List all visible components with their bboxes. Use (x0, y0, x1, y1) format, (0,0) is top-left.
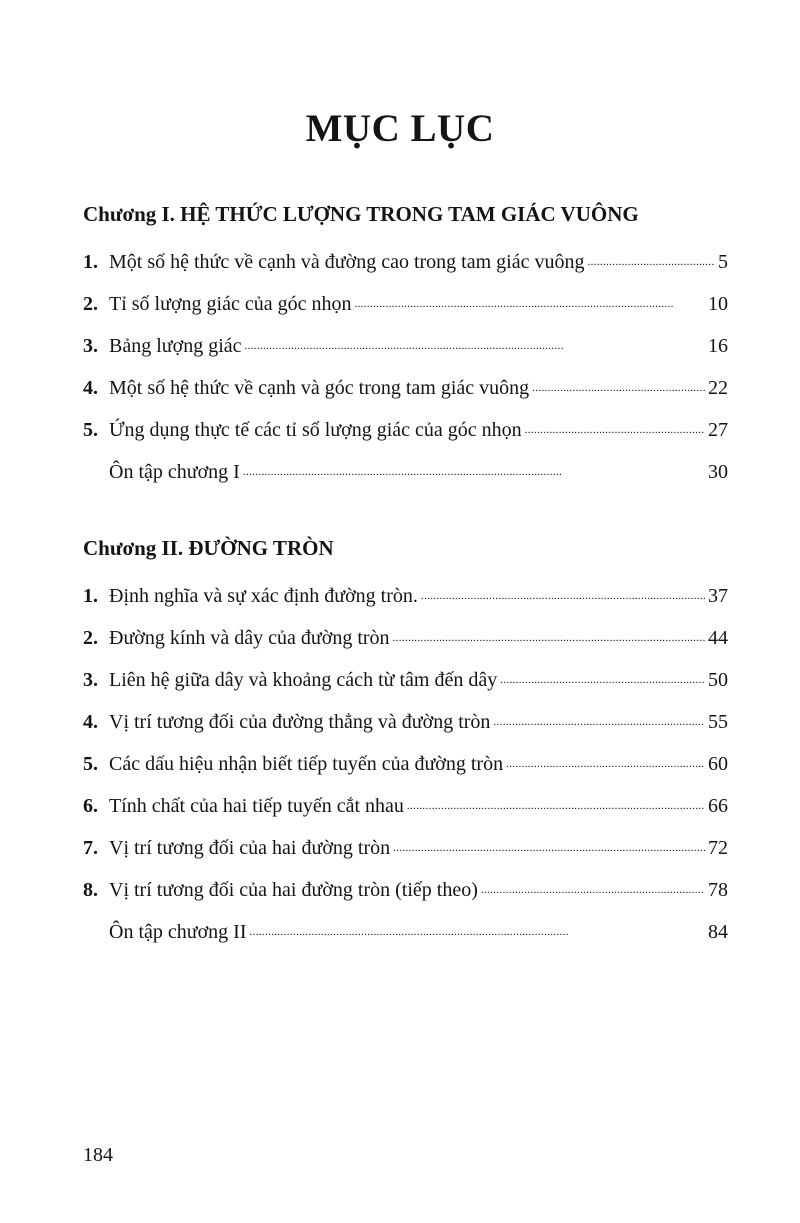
entry-title: Các dấu hiệu nhận biết tiếp tuyến của đường tròn (109, 753, 504, 775)
entry-page: 72 (708, 837, 728, 859)
toc-entry (83, 659, 728, 701)
toc-entry (83, 241, 728, 283)
dot-leader (421, 582, 705, 602)
entry-page: 27 (708, 419, 728, 441)
entry-title: Liên hệ giữa dây và khoảng cách từ tâm đến dây (109, 669, 498, 691)
chapter-heading: Chương II. ĐƯỜNG TRÒN (83, 536, 334, 560)
entry-number: 8. (83, 879, 98, 901)
entry-title: Ôn tập chương I (109, 461, 240, 483)
toc-entry (83, 701, 728, 743)
entry-page: 22 (708, 377, 728, 399)
toc-entry (83, 367, 728, 409)
toc-entry (83, 785, 728, 827)
entry-number: 5. (83, 419, 98, 441)
chapter-1 (83, 199, 728, 493)
entry-title: Ứng dụng thực tế các tỉ số lượng giác của góc nhọn (109, 419, 522, 441)
entry-title: Vị trí tương đối của hai đường tròn (tiếp theo) (109, 879, 478, 901)
entry-title: Ôn tập chương II (109, 921, 247, 943)
entry-number: 2. (83, 293, 98, 315)
dot-leader (506, 750, 705, 770)
dot-leader (393, 834, 705, 854)
entry-page: 55 (708, 711, 728, 733)
toc-entries (83, 575, 728, 953)
toc-entry (83, 743, 728, 785)
entry-title: Đường kính và dây của đường tròn (109, 627, 390, 649)
toc-entry (83, 409, 728, 451)
dot-leader (243, 458, 705, 478)
entry-number: 5. (83, 753, 98, 775)
toc-entries (83, 241, 728, 493)
entry-page: 78 (708, 879, 728, 901)
entry-title: Vị trí tương đối của hai đường tròn (109, 837, 391, 859)
toc-entry (83, 451, 728, 493)
page-title: MỤC LỤC (305, 107, 495, 150)
dot-leader (250, 918, 706, 938)
page-number: 184 (83, 1144, 113, 1166)
entry-title: Tính chất của hai tiếp tuyến cắt nhau (109, 795, 404, 817)
dot-leader (481, 876, 705, 896)
entry-title: Vị trí tương đối của đường thẳng và đường tròn (109, 711, 491, 733)
dot-leader (493, 708, 705, 728)
entry-title: Tỉ số lượng giác của góc nhọn (109, 293, 352, 315)
toc-entry (83, 617, 728, 659)
entry-page: 30 (708, 461, 728, 483)
entry-number: 3. (83, 335, 98, 357)
chapter-heading: Chương I. HỆ THỨC LƯỢNG TRONG TAM GIÁC VUÔNG (83, 202, 639, 226)
entry-number: 7. (83, 837, 98, 859)
entry-number: 1. (83, 251, 98, 273)
dot-leader (354, 290, 705, 310)
toc-entry (83, 283, 728, 325)
toc-entry (83, 827, 728, 869)
entry-page: 60 (708, 753, 728, 775)
toc-entry (83, 869, 728, 911)
entry-number: 4. (83, 711, 98, 733)
dot-leader (407, 792, 705, 812)
entry-number: 6. (83, 795, 98, 817)
dot-leader (245, 332, 706, 352)
dot-leader (500, 666, 705, 686)
entry-page: 37 (708, 585, 728, 607)
entry-page: 84 (708, 921, 728, 943)
entry-number: 1. (83, 585, 98, 607)
entry-number: 4. (83, 377, 98, 399)
entry-title: Một số hệ thức về cạnh và góc trong tam giác vuông (109, 377, 530, 399)
toc-entry (83, 911, 728, 953)
dot-leader (587, 248, 715, 268)
entry-title: Định nghĩa và sự xác định đường tròn. (109, 585, 418, 607)
entry-number: 3. (83, 669, 98, 691)
dot-leader (532, 374, 705, 394)
toc-entry (83, 575, 728, 617)
toc-entry (83, 325, 728, 367)
entry-page: 16 (708, 335, 728, 357)
entry-title: Bảng lượng giác (109, 335, 242, 357)
entry-title: Một số hệ thức về cạnh và đường cao trong tam giác vuông (109, 251, 585, 273)
dot-leader (393, 624, 705, 644)
chapter-2 (83, 533, 728, 953)
entry-page: 44 (708, 627, 728, 649)
entry-page: 5 (718, 251, 728, 273)
entry-page: 50 (708, 669, 728, 691)
entry-number: 2. (83, 627, 98, 649)
dot-leader (525, 416, 705, 436)
entry-page: 10 (708, 293, 728, 315)
entry-page: 66 (708, 795, 728, 817)
